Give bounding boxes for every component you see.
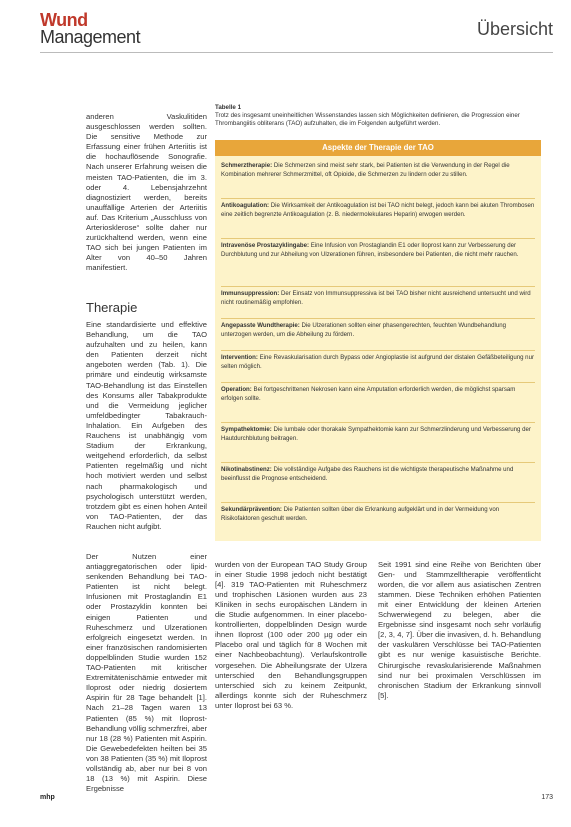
paragraph: anderen Vaskulitiden ausgeschlossen werden sollten. Die sensitive Methode zur Erfassung einer frühen Arteriitis ist die hochauflösende Sonografie. Nach unserer Erfahrung weisen die meisten TAO-Patienten, die im 3. oder 4. Lebensjahrzehnt diagnostiziert werden, bereits unauffällige Arterien der Arteriitis auf. Das Kriterium „Ausschluss von Arteriosklerose“ sollte daher nur zurückhaltend werden, wenn eine TAO sich bei jungen Patienten im Alter von 40–50 Jahren manifestiert.	[86, 112, 207, 273]
entry-term: Intravenöse Prostazyklingabe:	[221, 242, 310, 249]
table-entry	[221, 426, 535, 443]
section-heading-therapie: Therapie	[86, 300, 138, 315]
section-title: Übersicht	[476, 19, 553, 39]
text-column-left-top	[86, 112, 207, 274]
entry-term: Intervention:	[221, 354, 258, 361]
entry-text: Die lumbale oder thorakale Sympathektomie kann zur Schmerzlinderung und Verbesserung der Hautdurchblutung beitragen.	[221, 426, 531, 442]
therapy-table	[215, 140, 541, 541]
table-separator	[221, 350, 535, 351]
entry-text: Die vollständige Aufgabe des Rauchens ist die wichtigste therapeutische Maßnahme und beeinflusst die Prognose entscheidend.	[221, 466, 514, 482]
table-entry	[221, 202, 535, 219]
table-separator	[221, 502, 535, 503]
table-entry	[221, 386, 535, 403]
table-separator	[221, 286, 535, 287]
table-entry	[221, 242, 535, 259]
entry-text: Der Einsatz von Immunsuppressiva ist bei TAO bisher nicht ausreichend untersucht und wird nicht routinemäßig empfohlen.	[221, 290, 531, 306]
text-column-left-bottom	[86, 552, 207, 794]
text-column-bottom-middle	[215, 552, 367, 719]
entry-term: Nikotinabstinenz:	[221, 466, 272, 473]
entry-text: Die Ulzerationen sollten einer phasengerechten, feuchten Wundbehandlung unterzogen werden, um die Abheilung zu fördern.	[221, 322, 506, 338]
table-entry	[221, 322, 535, 339]
entry-term: Immunsuppression:	[221, 290, 280, 297]
table-entry	[221, 506, 535, 523]
paragraph: Eine standardisierte und effektive Behandlung, um die TAO aufzuhalten und zu heilen, kann den Patienten derzeit nicht angeboten werden (Tab. 1). Die primäre und eindeutig wirksamste TAO-Behandlung ist das Einstellen des Konsums aller Tabakprodukte und die Vermeidung jeglicher umfeldbedingter Tabakrauch-Inhalation. Ein Aufgeben des Rauchens ist unabhängig vom Stadium der Erkrankung, weitgehend erforderlich, da selbst Patienten regelmäßig und nicht hoch motiviert werden und selbst nach pharmakologisch und psychologisch unterstützt werden, trotzdem gibt es einen hohen Anteil von TAO-Patienten, der das Rauchen nicht aufgibt.	[86, 320, 207, 531]
paragraph: wurden von der European TAO Study Group in einer Studie 1998 jedoch nicht bestätigt [4]. 319 TAO-Patienten mit Ruheschmerz und trophischen Läsionen wurden aus 23 Kliniken in sechs europäischen Ländern in die Studie aufgenommen. In einer placebo-kontrollierten, doppelblinden Design wurde ihnen Iloprost (100 oder 200 µg oder ein Placebo oral und täglich für 8 Wochen mit einer Nachbeobachtung). Verlaufskontrolle vorgesehen. Die Abheilungsrate der Ulzera unterschied den Behandlungsgruppen unterschied sich zu keinem Zeitpunkt, allerdings konnte sich der Ruheschmerz unter Iloprost bei 63 %.	[215, 559, 367, 710]
paragraph: Seit 1991 sind eine Reihe von Berichten über Gen- und Stammzelltherapie veröffentlicht worden, die vor allem aus asiatischen Zentren stammen. Diese Techniken erhöhen Patienten mit einer Entwicklung der kleinen Arterien Schwerwiegend zu belegen, aber die Ergebnisse sind insgesamt noch sehr vorläufig [2, 3, 4, 7]. Über die invasiven, d. h. Behandlung der vaskulären Verschlüsse bei TAO-Patienten gibt es nur wenige kasuistische Berichte. Chirurgische revaskularisierende Maßnahmen sind nur bei proximalen Verschlüssen im chronischen Stadium der Erkrankung sinnvoll [5].	[378, 559, 541, 700]
text-column-left-mid	[86, 320, 207, 532]
table-separator	[221, 238, 535, 239]
header-divider	[40, 52, 553, 53]
entry-term: Schmerztherapie:	[221, 162, 273, 169]
publisher-logo: mhp	[40, 794, 55, 801]
entry-term: Operation:	[221, 386, 252, 393]
table-separator	[221, 422, 535, 423]
table-separator	[221, 462, 535, 463]
table-caption	[215, 104, 541, 128]
entry-term: Sekundärprävention:	[221, 506, 282, 513]
entry-text: Bei fortgeschrittenen Nekrosen kann eine Amputation erforderlich werden, die möglichst sparsam erfolgen sollte.	[221, 386, 516, 402]
entry-text: Die Schmerzen sind meist sehr stark, bei Patienten ist die Verwendung in der Regel die Kombination mehrerer Schmerzmittel, oft Opioide, die Schmerzen zu lindern oder zu stillen.	[221, 162, 510, 178]
entry-term: Angepasste Wundtherapie:	[221, 322, 300, 329]
table-caption-label: Tabelle 1	[215, 104, 242, 111]
table-caption-text: Trotz des insgesamt uneinheitlichen Wissenstandes lassen sich Möglichkeiten definieren, die Progression einer Thrombangiitis obliterans (TAO) aufzuhalten, die im Folgenden aufgeführt werden.	[215, 112, 520, 127]
page-number: 173	[541, 794, 553, 801]
logo-management: Management	[40, 27, 141, 47]
logo-wund: Wund	[40, 10, 88, 30]
table-separator	[221, 198, 535, 199]
table-header: Aspekte der Therapie der TAO	[215, 140, 541, 156]
table-separator	[221, 382, 535, 383]
table-entry	[221, 162, 535, 179]
entry-text: Die Patienten sollten über die Erkrankung aufgeklärt und in der Vermeidung von Risikofaktoren geschult werden.	[221, 506, 500, 522]
table-entry	[221, 466, 535, 483]
entry-term: Sympathektomie:	[221, 426, 272, 433]
table-entry	[221, 354, 535, 371]
table-separator	[221, 318, 535, 319]
entry-text: Eine Revaskularisation durch Bypass oder Angioplastie ist aufgrund der distalen Gefäßbeteiligung nur selten möglich.	[221, 354, 534, 370]
entry-text: Eine Infusion von Prostaglandin E1 oder Iloprost kann zur Verbesserung der Durchblutung und zur Abheilung von Ulzerationen führen, insbesondere bei Patienten, die nicht mehr rauchen.	[221, 242, 519, 258]
entry-term: Antikoagulation:	[221, 202, 270, 209]
text-column-bottom-right	[378, 552, 541, 709]
entry-text: Die Wirksamkeit der Antikoagulation ist bei TAO nicht belegt, jedoch kann bei akuten Thrombosen eine zeitlich begrenzte Antikoagulation (z. B. niedermolekulares Heparin) erwogen werden.	[221, 202, 535, 218]
paragraph: Der Nutzen einer antiaggregatorischen oder lipid-senkenden Behandlung bei TAO-Patienten ist nicht belegt. Infusionen mit Prostaglandin E1 oder Prostazyklin konnten bei einigen Patienten und Ruheschmerz und Ulzerationen erfolgreich eingesetzt werden. In einer französischen randomisierten doppelblinden Studie wurden 152 TAO-Patienten mit kritischer Extremitätenischämie entweder mit Iloprost oder niedrig dosiertem Aspirin für 28 Tage behandelt [1]. Nach 21–28 Tagen waren 13 Patienten (85 %) mit Iloprost-Behandlung völlig schmerzfrei, aber nur 18 (28 %) Patienten mit Aspirin. Die Gewebedefekten heilten bei 35 von 38 Patienten (35 %) mit Iloprost vollständig ab, aber nur bei 8 von 18 (13 %) mit Aspirin. Diese Ergebnisse	[86, 552, 207, 794]
table-entry	[221, 290, 535, 307]
